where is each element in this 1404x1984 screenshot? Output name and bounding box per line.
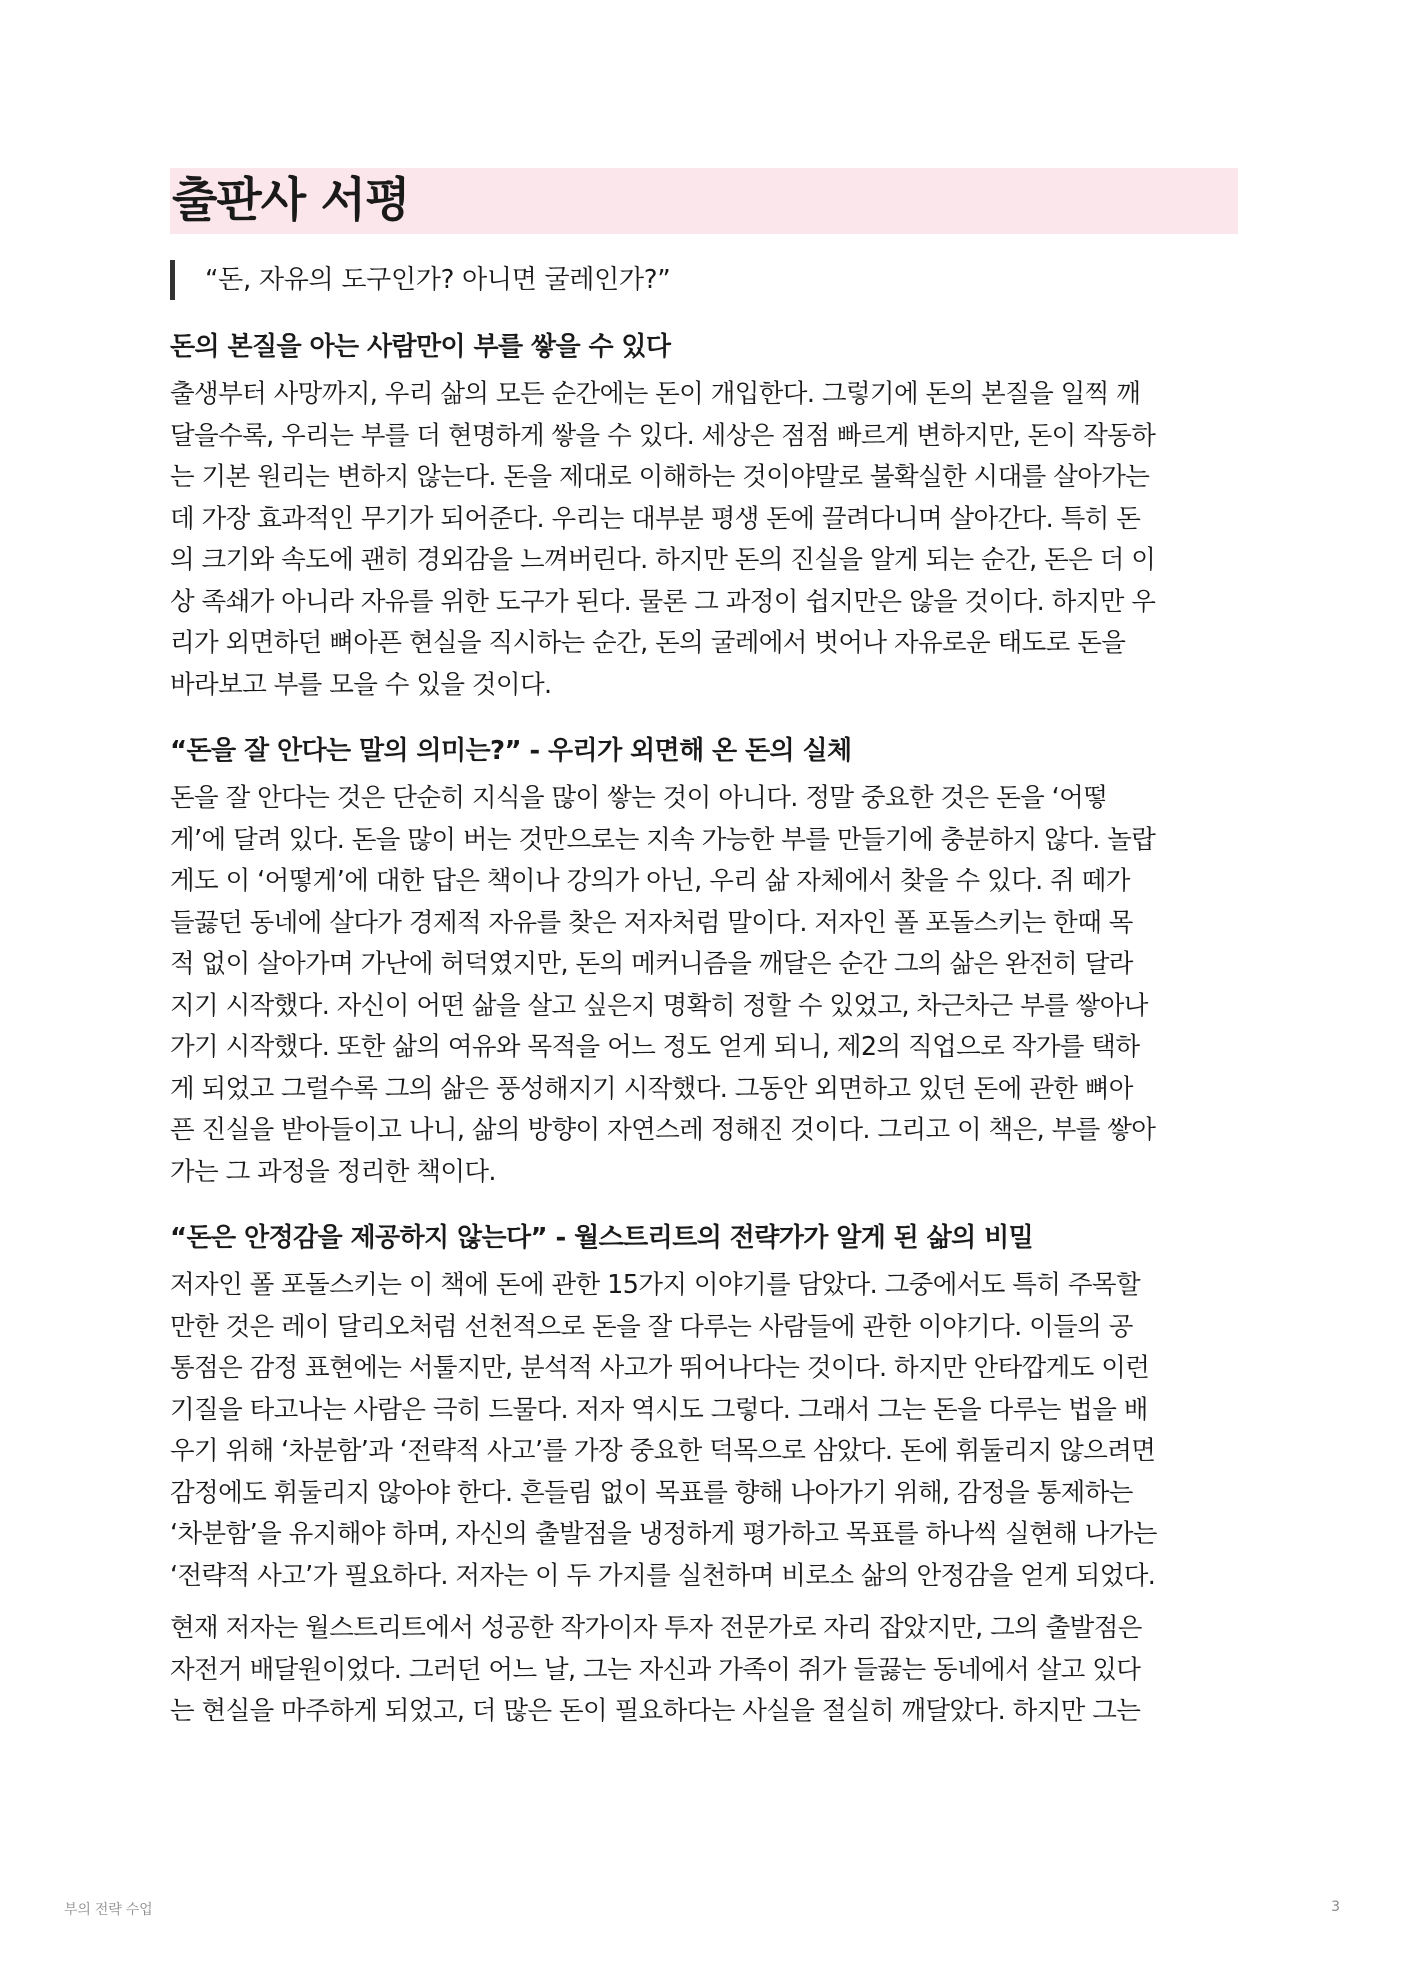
footer-page-number: 3 bbox=[1331, 1899, 1340, 1915]
paragraph-line: 는 기본 원리는 변하지 않는다. 돈을 제대로 이해하는 것이야말로 불확실한 시대를 살아가는 bbox=[170, 462, 1150, 492]
paragraph-line: 감정에도 휘둘리지 않아야 한다. 흔들림 없이 목표를 향해 나아가기 위해, 감정을 통제하는 bbox=[170, 1477, 1133, 1508]
paragraph-line: 게도 이 ‘어떻게’에 대한 답은 책이나 강의가 아닌, 우리 삶 자체에서 찾을 수 있다. 쥐 떼가 bbox=[170, 866, 1130, 896]
page-title: 출판사 서평 bbox=[170, 168, 1238, 234]
paragraph-line: 게 되었고 그럴수록 그의 삶은 풍성해지기 시작했다. 그동안 외면하고 있던 돈에 관한 뼈아 bbox=[170, 1073, 1133, 1104]
section-heading-2: “돈을 잘 안다는 말의 의미는?” - 우리가 외면해 온 돈의 실체 bbox=[170, 736, 852, 766]
paragraph-line: 자전거 배달원이었다. 그러던 어느 날, 그는 자신과 가족이 쥐가 들끓는 동네에서 살고 있다 bbox=[170, 1654, 1141, 1685]
section-paragraph-4 bbox=[170, 1608, 1238, 1733]
section-paragraph-2 bbox=[170, 778, 1238, 1193]
paragraph-line: 바라보고 부를 모을 수 있을 것이다. bbox=[170, 669, 552, 700]
paragraph-line: 통점은 감정 표현에는 서툴지만, 분석적 사고가 뛰어나다는 것이다. 하지만 안타깝게도 이런 bbox=[170, 1353, 1150, 1383]
paragraph-line: 적 없이 살아가며 가난에 허덕였지만, 돈의 메커니즘을 깨달은 순간 그의 삶은 완전히 달라 bbox=[170, 949, 1133, 979]
paragraph-line: 만한 것은 레이 달리오처럼 선천적으로 돈을 잘 다루는 사람들에 관한 이야기다. 이들의 공 bbox=[170, 1311, 1133, 1342]
paragraph-line: 우기 위해 ‘차분함’과 ‘전략적 사고’를 가장 중요한 덕목으로 삼았다. 돈에 휘둘리지 않으려면 bbox=[170, 1436, 1156, 1466]
paragraph-line: 저자인 폴 포돌스키는 이 책에 돈에 관한 15가지 이야기를 담았다. 그중에서도 특히 주목할 bbox=[170, 1270, 1140, 1300]
document-body bbox=[170, 168, 1238, 1733]
paragraph-line: 출생부터 사망까지, 우리 삶의 모든 순간에는 돈이 개입한다. 그렇기에 돈의 본질을 일찍 깨 bbox=[170, 379, 1141, 409]
section-heading-1: 돈의 본질을 아는 사람만이 부를 쌓을 수 있다 bbox=[170, 332, 671, 362]
section-heading-3: “돈은 안정감을 제공하지 않는다” - 월스트리트의 전략가가 알게 된 삶의 비밀 bbox=[170, 1223, 1034, 1253]
paragraph-line: ‘차분함’을 유지해야 하며, 자신의 출발점을 냉정하게 평가하고 목표를 하나씩 실현해 나가는 bbox=[170, 1519, 1157, 1549]
section-paragraph-3 bbox=[170, 1265, 1238, 1597]
paragraph-line: 가기 시작했다. 또한 삶의 여유와 목적을 어느 정도 얻게 되니, 제2의 직업으로 작가를 택하 bbox=[170, 1032, 1140, 1062]
paragraph-line: 상 족쇄가 아니라 자유를 위한 도구가 된다. 물론 그 과정이 쉽지만은 않을 것이다. 하지만 우 bbox=[170, 586, 1156, 617]
paragraph-line: 기질을 타고나는 사람은 극히 드물다. 저자 역시도 그렇다. 그래서 그는 돈을 다루는 법을 배 bbox=[170, 1394, 1148, 1425]
paragraph-line: 게’에 달려 있다. 돈을 많이 버는 것만으로는 지속 가능한 부를 만들기에 충분하지 않다. 놀랍 bbox=[170, 824, 1156, 855]
paragraph-line: 달을수록, 우리는 부를 더 현명하게 쌓을 수 있다. 세상은 점점 빠르게 변하지만, 돈이 작동하 bbox=[170, 420, 1156, 451]
paragraph-line: 는 현실을 마주하게 되었고, 더 많은 돈이 필요하다는 사실을 절실히 깨달았다. 하지만 그는 bbox=[170, 1696, 1141, 1726]
section-paragraph-1 bbox=[170, 374, 1238, 706]
paragraph-line: 돈을 잘 안다는 것은 단순히 지식을 많이 쌓는 것이 아니다. 정말 중요한 것은 돈을 ‘어떻 bbox=[170, 783, 1108, 813]
paragraph-line: 데 가장 효과적인 무기가 되어준다. 우리는 대부분 평생 돈에 끌려다니며 살아간다. 특히 돈 bbox=[170, 503, 1141, 534]
paragraph-line: 가는 그 과정을 정리한 책이다. bbox=[170, 1156, 496, 1187]
footer-book-title: 부의 전략 수업 bbox=[64, 1902, 153, 1918]
pull-quote: “돈, 자유의 도구인가? 아니면 굴레인가?” bbox=[170, 260, 1238, 300]
paragraph-line: 의 크기와 속도에 괜히 경외감을 느껴버린다. 하지만 돈의 진실을 알게 되는 순간, 돈은 더 이 bbox=[170, 545, 1156, 575]
paragraph-line: 들끓던 동네에 살다가 경제적 자유를 찾은 저자처럼 말이다. 저자인 폴 포돌스키는 한때 목 bbox=[170, 907, 1133, 938]
paragraph-line: ‘전략적 사고’가 필요하다. 저자는 이 두 가지를 실천하며 비로소 삶의 안정감을 얻게 되었다. bbox=[170, 1560, 1156, 1591]
paragraph-line: 픈 진실을 받아들이고 나니, 삶의 방향이 자연스레 정해진 것이다. 그리고 이 책은, 부를 쌓아 bbox=[170, 1115, 1156, 1145]
paragraph-line: 리가 외면하던 뼈아픈 현실을 직시하는 순간, 돈의 굴레에서 벗어나 자유로운 태도로 돈을 bbox=[170, 628, 1126, 658]
paragraph-line: 현재 저자는 월스트리트에서 성공한 작가이자 투자 전문가로 자리 잡았지만, 그의 출발점은 bbox=[170, 1613, 1142, 1643]
paragraph-line: 지기 시작했다. 자신이 어떤 삶을 살고 싶은지 명확히 정할 수 있었고, 차근차근 부를 쌓아나 bbox=[170, 990, 1148, 1021]
